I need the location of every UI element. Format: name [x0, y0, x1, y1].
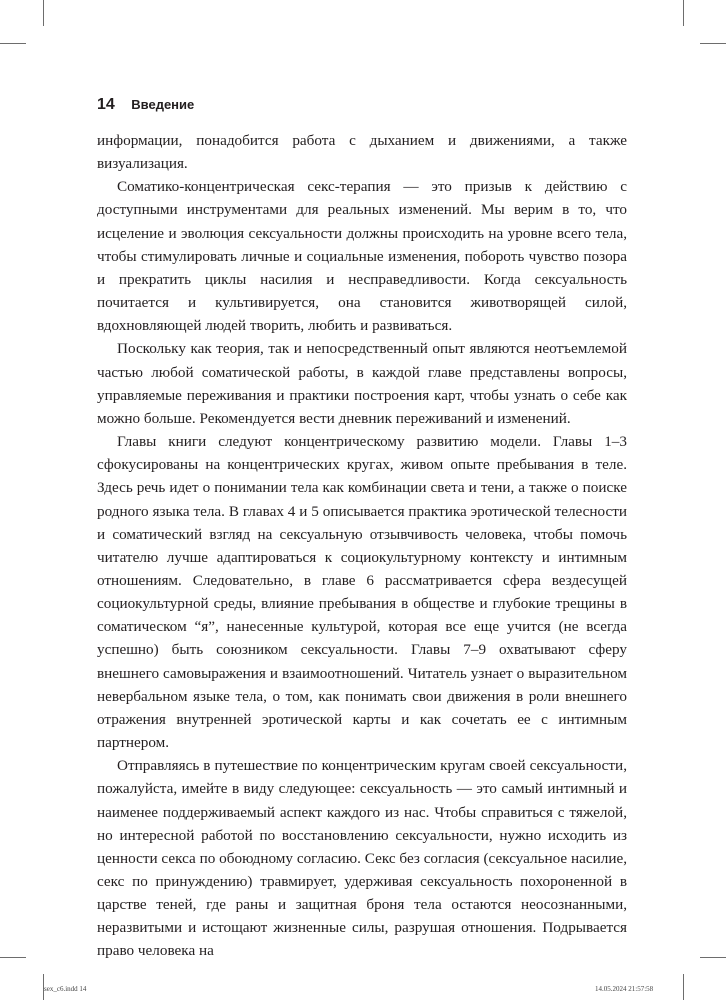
section-title: Введение: [131, 97, 195, 112]
crop-mark-top-right: [683, 0, 684, 26]
paragraph: Отправляясь в путешествие по концентрическим кругам своей сексуальности, пожалуйста, имейте в виду следующее: сексуальность — это самый интимный и наименее поддерживаемый аспект каждого из нас. Чтобы справиться с тяжелой, но интересной работой по восстановлению сексуальности, нужно исходить из ценности секса по обоюдному согласию. Секс без согласия (сексуальное насилие, секс по принуждению) травмирует, удерживая сексуальность похороненной в царстве теней, где раны и защитная броня тела остаются неосознанными, неразвитыми и истощают жизненные силы, разрушая отношения. Подрывается право человека на: [97, 757, 627, 960]
print-slug-timestamp: 14.05.2024 21:57:58: [595, 985, 654, 993]
crop-mark-top-left-horizontal: [0, 43, 26, 44]
crop-mark-top-right-horizontal: [700, 43, 726, 44]
crop-mark-bottom-left-horizontal: [0, 957, 26, 958]
paragraph-continued: информации, понадобится работа с дыханием и движениями, а также визуализация.: [97, 132, 627, 173]
body-text: [97, 129, 627, 963]
running-head: [97, 96, 194, 114]
paragraph: Поскольку как теория, так и непосредственный опыт являются неотъемлемой частью любой соматической работы, в каждой главе представлены вопросы, управляемые переживания и практики построения карт, чтобы узнать о себе как можно больше. Рекомендуется вести дневник переживаний и изменений.: [97, 340, 627, 427]
crop-mark-bottom-right-horizontal: [700, 957, 726, 958]
crop-mark-bottom-right: [683, 974, 684, 1000]
paragraph: Соматико-концентрическая секс-терапия — это призыв к действию с доступными инструментами для реальных изменений. Мы верим в то, что исцеление и эволюция сексуальности должны происходить на уровне всего тела, чтобы стимулировать личные и социальные изменения, побороть чувство позора и прекратить циклы насилия и несправедливости. Когда сексуальность почитается и культивируется, она становится животворящей силой, вдохновляющей людей творить, любить и развиваться.: [97, 178, 627, 335]
print-slug-file: sex_c6.indd 14: [44, 985, 87, 993]
page-number: 14: [97, 96, 115, 113]
crop-mark-top-left: [43, 0, 44, 26]
paragraph: Главы книги следуют концентрическому развитию модели. Главы 1–3 сфокусированы на концентрических кругах, живом опыте пребывания в теле. Здесь речь идет о понимании тела как комбинации света и тени, а также о поиске родного языка тела. В главах 4 и 5 описывается практика эротической телесности и соматический взгляд на сексуальную отзывчивость человека, чтобы помочь читателю лучше адаптироваться к социокультурному контексту и интимным отношениям. Следовательно, в главе 6 рассматривается сфера вездесущей социокультурной среды, влияние пребывания в обществе и глубокие трещины в соматическом “я”, нанесенные культурой, которая все еще учится (не всегда успешно) быть союзником сексуальности. Главы 7–9 охватывают сферу внешнего самовыражения и взаимоотношений. Читатель узнает о выразительном невербальном языке тела, о том, как понимать свои движения в роли внешнего отражения внутренней эротической карты и как сочетать ее с интимным партнером.: [97, 433, 627, 752]
